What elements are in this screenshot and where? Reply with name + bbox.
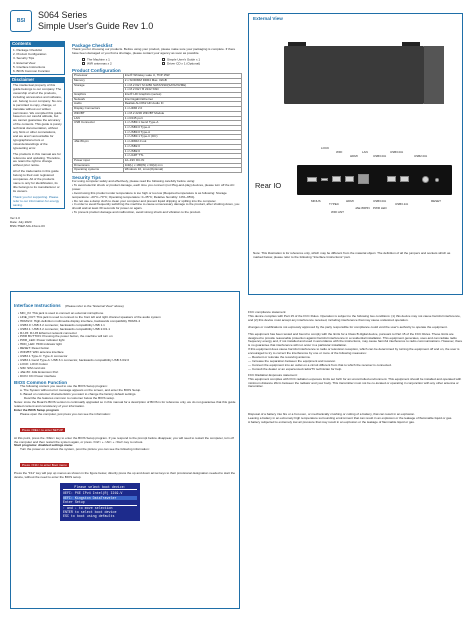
external-view-panel — [248, 13, 463, 295]
interface-item: • LOCK: LOCK button — [18, 361, 48, 366]
fcc-p9: Leaving a battery in an extremely high temperature surrounding environment that can result in an explosion or the leakage of flammable liquid or gas. — [248, 416, 453, 421]
fcc-measures — [248, 356, 463, 372]
fcc-p2: This device complies with Part 15 of the FCC Rules. Operation is subject to the following two conditions: (1) this device may not cause harmful interference, and (2) this device must accept any interference received, including interference that may cause undesired operation. — [248, 313, 461, 322]
contents-item[interactable]: 4. External View — [13, 60, 36, 65]
checkbox-icon — [82, 58, 85, 61]
wifi-antenna-icon — [402, 42, 420, 46]
label-wifi: WIFI — [336, 150, 343, 154]
doc-header — [10, 8, 260, 38]
boot-help: ESC to boot using defaults — [63, 514, 115, 519]
checkbox-icon — [82, 62, 85, 65]
boot-option[interactable]: UEFI: Kingston DataTraveler — [63, 496, 137, 500]
config-key: Memory — [73, 78, 124, 83]
bios-p1: The following content you need to use the BIOS Setup program: — [20, 384, 108, 389]
fcc-p7: This equipment complies with FCC radiation exposure limits set forth for an uncontrolled environment. This equipment should be installed and operated with minimum distance 20cm between the radiator and your body. This transmitter must not be co-located or operating in conjunction with any other antenna or transmitter. — [248, 376, 462, 389]
package-items — [82, 58, 242, 66]
contents-box — [10, 47, 65, 75]
boot-help: ENTER to select boot device — [63, 510, 117, 515]
disclaimer-note: Thank you for supporting. Please refer to our information for energy saving. — [13, 194, 60, 207]
checkbox-icon — [162, 58, 165, 61]
rear-io-label: Rear IO — [255, 181, 282, 190]
security-tip: • Do not use a damp cloth to clean your computer and prevent liquid dripping or spilling into the computer. — [72, 198, 217, 203]
interface-item: • WIFI/BT: WiFi antenna interface — [18, 350, 64, 355]
config-heading: Product Configuration — [72, 68, 121, 74]
package-intro: Thank you for choosing our products. Before using your product, please make sure your packaging is complete. If there have been damaged or you find a shortage, please contact your agency as soon as possible. — [72, 47, 236, 55]
interface-item: • MIC_IN: This jack is used to connect an external microphone — [18, 311, 104, 315]
fcc-p6: FCC Radiation Exposure statement: — [248, 372, 298, 377]
security-heading: Security Tips — [72, 175, 101, 181]
bios-enter-text: Please open the computer, just press you can see the information: — [20, 411, 111, 416]
boot-help: ↑ and ↓ to move selection — [63, 505, 137, 510]
lan-port — [358, 174, 369, 184]
interface-item: • PWR BUTTON: Pressing the power button, the machine will turn on — [18, 334, 113, 339]
fcc-measure: — Consult the dealer or an experienced radio/TV technician for help. — [248, 366, 343, 371]
contents-list — [13, 48, 62, 73]
external-note: Note: This illustration is for reference only, which may be different from the material object. The definition of all the jumpers and sockets which as marked below, please refer to the following "Interface Instructions" part. — [253, 251, 451, 259]
interface-item: • SIM: SIM card slot — [18, 365, 46, 370]
fcc-p3: changes or modifications not expressly approved by the party responsible for compliance could void the user's authority to operate the equipment. — [248, 324, 448, 329]
label-pwr-led: PWR LED — [373, 206, 387, 210]
config-value: 1 x HDMI2.0 out — [123, 140, 241, 145]
interface-item: • USB3.1 Gen2 Type-A: USB 3.1 connector, backwards compatibility USB 3.0/2.0 — [18, 357, 130, 362]
config-value: 1 x M.2 KEY M 2280 SATA/SSD(SATA/NVME) — [123, 83, 241, 88]
config-key: Graphics — [73, 93, 124, 98]
interface-item: • DCIN: DC Power interface — [18, 373, 57, 378]
disclaimer-box — [10, 83, 65, 209]
title-line1: S064 Series — [38, 10, 88, 20]
label-usb30a-1: USB3.0/A — [373, 154, 387, 158]
config-value: 1 x UART TTL — [123, 154, 241, 159]
interface-heading: Interface Instructions — [14, 303, 61, 308]
package-item: Driver CD x 1 (Optional) — [162, 62, 242, 66]
config-value: 1 x HDMI 2.0 — [123, 107, 241, 112]
bios-enter-heading: Enter the BIOS Setup program — [14, 407, 59, 412]
interface-item: • RJ-45: RJ-45 Ethernet network connector — [18, 330, 77, 335]
config-key: JAE 80-pin — [73, 140, 124, 159]
interface-list — [18, 312, 236, 378]
bios-p1c: Describe the features common to customer below the BIOS setup. — [24, 396, 115, 401]
interface-item: • RESET: Reset button — [18, 346, 50, 351]
security-tip: • In order to avoid frequently switching the machine to cause unnecessary damage to the product, after shutting down, you should wait at least 30 seconds for power on again. — [72, 202, 240, 211]
disclaimer-heading: Disclaimer — [10, 77, 65, 83]
bios-redbar-setup — [14, 418, 236, 436]
setup-prompt: Press <DEL> to enter SETUP — [22, 427, 63, 432]
contents-item[interactable]: 6. BIOS Common Function — [13, 69, 50, 74]
security-tip: • To avoid electric shock or product damage, each time you connect (not Plug-and-play) devices, please turn off the AC power. — [72, 182, 235, 191]
label-jae80: JAE 80PIN — [355, 206, 370, 210]
wifi-antenna-icon — [288, 42, 306, 46]
fcc-title: FCC compliance statement: — [248, 310, 287, 314]
interface-subheading: (Please refer to the "External View" above) — [65, 304, 124, 308]
config-key: Dimensions — [73, 163, 124, 168]
bios-p4: Press the "F11" key will pop up menus as shown in the figure below, directly press the up and down arrow keys to their provisional designation needed to start the device, without the need to enter the BIOS setup. — [14, 471, 236, 480]
config-value: Intel® HD Graphics (series) — [123, 93, 241, 98]
bios-redbar-boot — [14, 453, 236, 471]
boot-prompt: Press <F11> to enter Boot menu — [22, 463, 67, 468]
boot-menu-title: Please select boot device: — [63, 485, 137, 490]
title-line2: Simple User's Guide Rev 1.0 — [38, 21, 154, 31]
hdmi-port — [307, 177, 317, 182]
interface-item: • HDD_LED: HDD indicator light — [18, 342, 62, 347]
interface-item: • USB3.1 Type-C: Type-C connector — [18, 353, 68, 358]
logo-text: BSI — [16, 18, 26, 24]
config-key: Display Connectors — [73, 107, 124, 112]
fcc-panel — [248, 311, 463, 611]
config-value: Windows 10, Linux(Optional) — [123, 168, 241, 173]
left-column — [10, 41, 65, 266]
package-item: The Machine x 1 — [82, 58, 162, 62]
package-item: WiFi antennas x 2 — [82, 62, 162, 66]
interface-item: • USB3.0: USB 3.2 connector, backwards compatibility USB 1.1 — [18, 322, 105, 327]
config-value: 119(L) x 180(W) x 30(H) mm — [123, 163, 241, 168]
logo — [10, 10, 32, 32]
config-value: 1 x USB2.0 — [123, 149, 241, 154]
date: Date: July 2020 — [10, 220, 32, 225]
contents-item[interactable]: 1. Package Checklist — [13, 48, 42, 52]
label-reset: RESET — [431, 199, 442, 203]
part-number: BSN-T5EP-MA-1Sxxx-03 — [10, 224, 45, 229]
disclaimer-p3: All of the trademarks in this guide belong to their own registered companies. All of the products name is only for identification, its title belongs to its manufacturer or its owners. — [13, 169, 60, 193]
config-value: 1 x USB3.1 Type-C (DC) — [123, 135, 241, 140]
config-key: USB Connector — [73, 121, 124, 140]
boot-menu-screen — [60, 483, 140, 520]
security-tip: • Avoid using this product under temperature is too high or too low (Required temperature is as following: Storage temperature: -20°C~70°C; Operating temperature: 0~35°C; Relative humidity: 10%~95%). — [72, 190, 227, 199]
fcc-p10: A battery subjected to extremely low air pressure that may result in an explosion or the leakage of flammable liquid or gas. — [248, 420, 415, 425]
bios-start-text: Turn the power on or reboot the system, post the picture you can see the following information: — [20, 447, 150, 452]
package-item: Simple User's Guide x 1 — [162, 58, 242, 62]
label-typec: TYPEC — [329, 202, 340, 206]
bios-heading: BIOS Common Function — [14, 380, 68, 386]
config-value: 1 x USB3.1 Gen2 Type-A — [123, 121, 241, 126]
config-key: Operating systems — [73, 168, 124, 173]
config-value: 1 x M.2 2230 WiFi/BT Module — [123, 111, 241, 116]
interface-panel — [10, 291, 240, 609]
fcc-p8: Disposal of a battery into fire or a hot oven, or mechanically crushing or cutting of a battery, that can result in an explosion. — [248, 412, 416, 417]
config-row — [73, 168, 242, 173]
label-hdmi-bottom: HDMI — [346, 199, 354, 203]
package-heading: Package Checklist — [72, 43, 113, 48]
fcc-p5: If this equipment does cause harmful interference to radio or television reception, which can be determined by turning the equipment off and on, the user is encouraged to try to correct the interference by one or more of the following measures: — [248, 347, 460, 356]
interface-item: • JAE 80: JAE Extension Port — [18, 369, 59, 374]
fcc-measure: — Connect the equipment into an outlet on a circuit different from that to which the receiver is connected. — [248, 362, 392, 367]
config-value: 1 x RJ45 port — [123, 116, 241, 121]
bios-p3: At this point, press the <DEL> key to enter the BIOS Setup program. If you respond to the prompt before disappear, you will need to restart the computer, turn off the computer and then restart the system again, or press <Ctrl> + <Alt> + <Del> key to reboot. — [14, 435, 234, 444]
disclaimer-p2: The products in this manual are for reference and updating. Therefore, we retain the right to change without prior notice. — [13, 151, 61, 168]
config-key: WiFi/BT — [73, 111, 124, 116]
label-lock: LOCK — [321, 146, 330, 150]
config-value: 1 x M.2 KEY B 2242 SSD — [123, 88, 241, 93]
contents-heading: Contents — [10, 41, 65, 47]
interface-item: • PWR_LED: Power indicator light — [18, 338, 65, 343]
typec-port — [321, 178, 328, 181]
fcc-measure: — Increase the separation between the equipment and receiver. — [248, 358, 336, 363]
label-usb30a-b: USB3.0/A — [373, 199, 387, 203]
config-key: LAN — [73, 116, 124, 121]
usb-port — [400, 176, 409, 182]
label-usb31a-b: USB3.1/A — [395, 202, 409, 206]
label-hdmi: HDMI — [350, 154, 358, 158]
boot-option[interactable]: UEFI: PXE IPv4 Intel(R) I219-V — [63, 491, 123, 496]
checkbox-icon — [162, 62, 165, 65]
config-key: Network — [73, 97, 124, 102]
security-tips — [72, 184, 242, 215]
label-usb20a: USB2.0/A — [414, 154, 428, 158]
config-key: Processor — [73, 74, 124, 79]
config-value: Realtek ALC662 HD Audio IC — [123, 102, 241, 107]
config-key: Power input — [73, 158, 124, 163]
config-key: Storage — [73, 83, 124, 92]
bios-p1a: a. The System without error message appears on the screen, and enter the BIOS Setup. — [20, 388, 142, 393]
usb-port — [387, 176, 396, 182]
interface-item: • LINE_OUT: This jack is used to connect to the front left and right channel speakers of the audio system — [18, 314, 161, 319]
config-value: 1 x USB2.0 — [123, 144, 241, 149]
rear-io-panel — [297, 165, 452, 195]
security-intro: For using computer safely and effectively, please read the following carefully before using: — [72, 179, 196, 184]
dcin-port — [422, 176, 429, 183]
fcc-p4: This equipment has been tested and found to comply with the limits for a Class B digital device, pursuant to Part 15 of the FCC Rules. These limits are designed to provide reasonable protection against harmful interference in a residential installation. This equipment generates, uses and can radiate radio frequency energy and, if not installed and used in accordance with the instructions, may cause harmful interference to radio communications. However, there is no guarantee that interference will not occur in a particular installation. — [248, 331, 463, 348]
bios-p2: Notes: since the Board's BIOS version is continually upgraded so in this manual for a description of BIOS is for reference only, we do not guarantee that this guide related content and consistency of your information. — [14, 400, 236, 408]
contents-item[interactable]: 2. Product Configuration — [13, 52, 47, 57]
boot-option[interactable]: Enter Setup — [63, 499, 85, 504]
version-info — [10, 217, 65, 229]
config-key: Audio — [73, 102, 124, 107]
config-value: 12~19V DC-IN — [123, 158, 241, 163]
external-view-heading: External View — [253, 16, 283, 21]
bios-p1b: b. Based on customer characteristics you want to change the factory default settings. — [20, 392, 137, 397]
disclaimer-p1: The intellectual property of this guide belongs to our company. The ownership of all of the products, including accessories and software, etc. belong to our company. No one is permitted to copy, change, or translate without our written permission. We compiled this guide based on our careful attitude, but we cannot guarantee the accuracy of the contents. This guide is purely technical documentation, without any hints or other connotations, and we aren't accountable for typographical errors or misunderstandings of the typesetting error. — [13, 83, 62, 150]
label-minus: MINUS — [311, 199, 321, 203]
config-value: Intel Gigabit Ethernet — [123, 97, 241, 102]
label-usb30a-2: USB3.0/A — [390, 150, 404, 154]
device-chassis — [284, 46, 424, 104]
label-lan: LAN — [362, 150, 368, 154]
config-table — [72, 73, 242, 173]
version: Ver:1.0 — [10, 216, 20, 221]
usb-port — [345, 176, 354, 182]
reset-button — [435, 178, 439, 182]
device-side-strip — [424, 46, 444, 104]
config-value: 1 x USB3.0 Type-A — [123, 130, 241, 135]
config-value: 2 x SODIMM DDR4 Max. 32GB — [123, 78, 241, 83]
interface-heading-row — [14, 294, 236, 312]
middle-column — [72, 43, 242, 293]
config-value: Intel® Whiskey Lake U, TDP 15W — [123, 74, 241, 79]
fcc-measure: — Reorient or relocate the receiving antenna. — [248, 355, 311, 360]
contents-item[interactable]: 5. Interface Instructions — [13, 64, 46, 69]
device-top-view — [284, 42, 444, 104]
security-tip: • To prevent product damage and malfunction, avoid strong shock and vibration to the product. — [72, 210, 201, 215]
config-value: 1 x USB3.0 Type-A — [123, 125, 241, 130]
interface-item: • HDMI2.0: High-definition multimedia display interface, backwards compatibility HDMI1.4 — [18, 318, 141, 323]
contents-item[interactable]: 3. Security Tips — [13, 56, 35, 61]
bios-start-heading: Start programs: disabled settings menu — [14, 443, 73, 448]
interface-item: • USB3.1: USB 3.2 connector, backwards compatibility USB 2.0/1.1 — [18, 326, 111, 331]
label-wifi-ant: WIFI ANT — [331, 210, 344, 214]
usb-port — [332, 176, 341, 182]
